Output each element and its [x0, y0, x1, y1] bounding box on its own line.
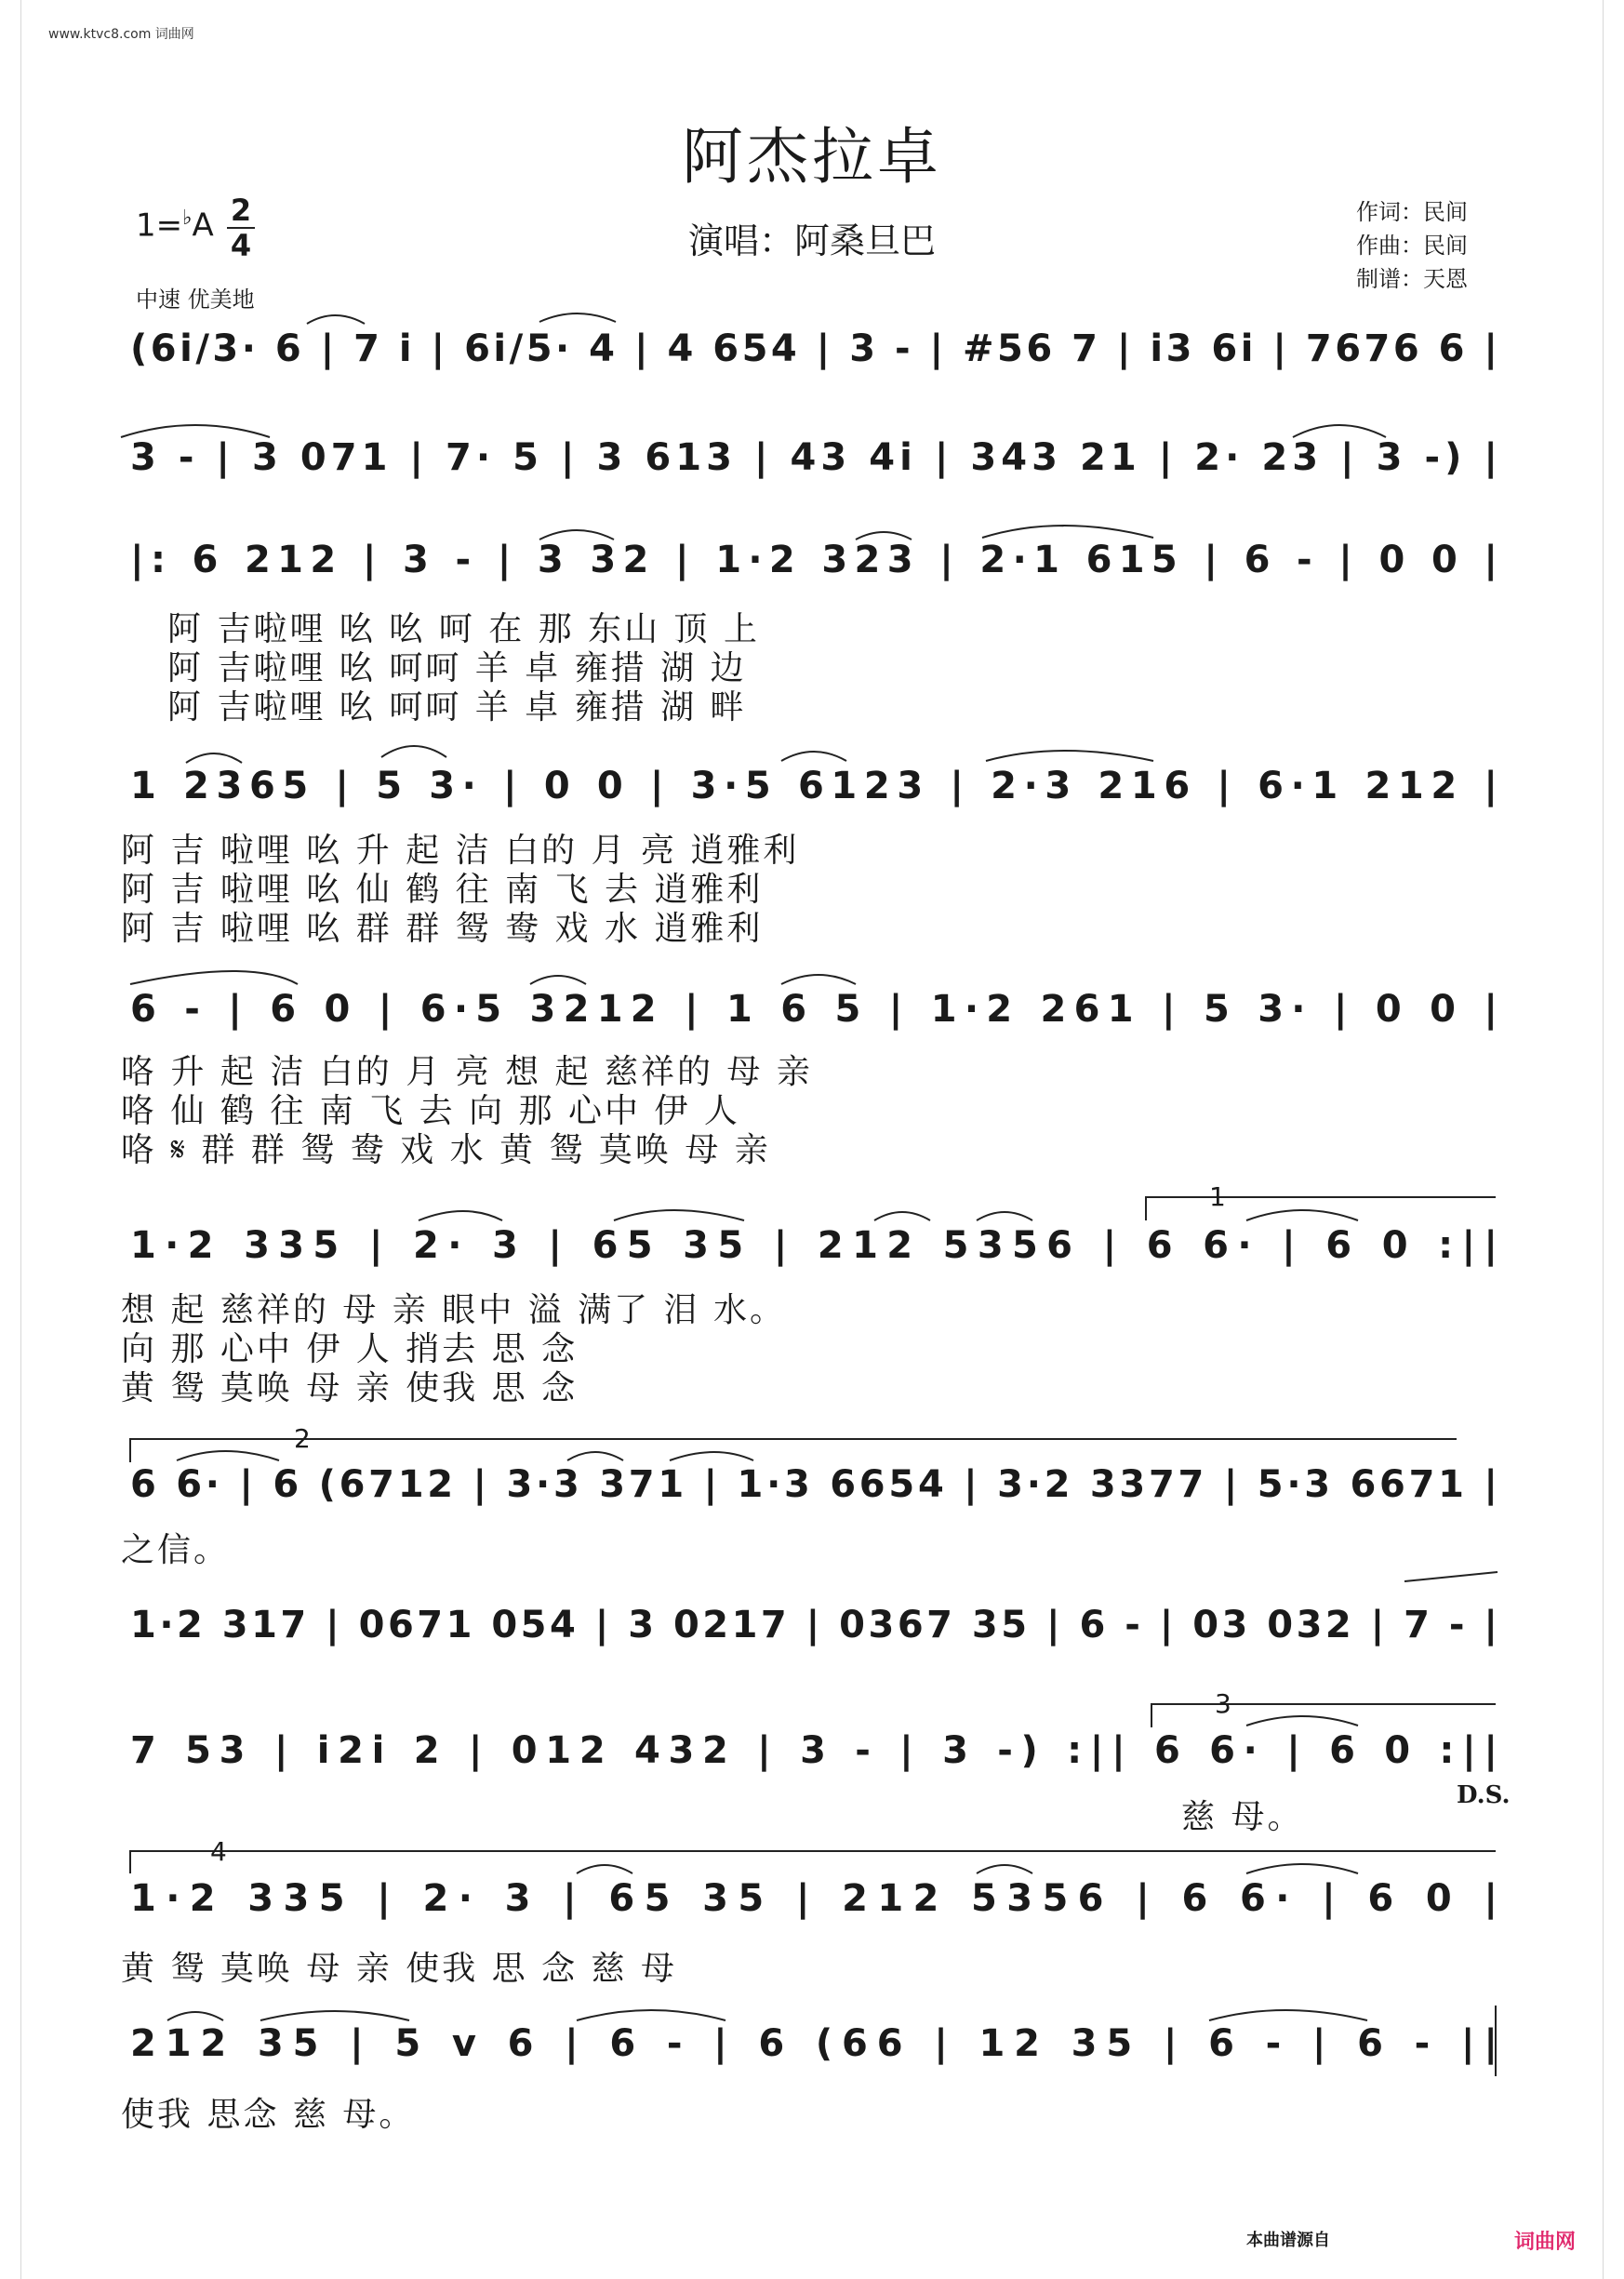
time-top: 2	[230, 193, 252, 228]
footer-logo[interactable]: 词曲网	[1513, 2231, 1576, 2254]
lyric-s6-c: 黄 鸳 莫唤 母 亲 使我 思 念	[121, 1369, 579, 1407]
staff-line-6: 1·2 335 | 2· 3 | 65 35 | 212 5356 | 6 6· | 6 0 :||	[130, 1224, 1498, 1267]
lyric-s3-b: 阿 吉啦哩 吆 呵呵 羊 卓 雍措 湖 边	[167, 649, 747, 687]
lyric-s3-c: 阿 吉啦哩 吆 呵呵 羊 卓 雍措 湖 畔	[167, 688, 747, 726]
volta-1: 1	[1209, 1181, 1226, 1212]
lyric-s9: 慈 母。	[1181, 1798, 1304, 1836]
staff-line-10: 1·2 335 | 2· 3 | 65 35 | 212 5356 | 6 6· | 6 0 |	[130, 1877, 1498, 1920]
volta-3: 3	[1215, 1688, 1231, 1719]
staff-line-3: |: 6 212 | 3 - | 3 32 | 1·2 323 | 2·1 615 | 6 - | 0 0 |	[130, 539, 1498, 581]
lyric-s4-c: 阿 吉 啦哩 吆 群 群 鸳 鸯 戏 水 逍雅利	[121, 910, 764, 948]
lyric-s4-b: 阿 吉 啦哩 吆 仙 鹤 往 南 飞 去 逍雅利	[121, 871, 764, 909]
staff-line-9: 7 53 | i2i 2 | 012 432 | 3 - | 3 -) :|| 6 6· | 6 0 :||	[130, 1729, 1498, 1772]
lyric-s6-b: 向 那 心中 伊 人 捎去 思 念	[121, 1330, 579, 1368]
lyricist-credit: 作词：民间	[1356, 199, 1468, 225]
lyric-s5-c: 咯 𝄋 群 群 鸳 鸯 戏 水 黄 鸳 莫唤 母 亲	[121, 1131, 771, 1169]
flat-sign: ♭	[182, 207, 193, 230]
song-title: 阿杰拉卓	[682, 121, 942, 193]
ds-mark: D.S.	[1457, 1781, 1511, 1809]
singer-line: 演唱：阿桑旦巴	[687, 220, 936, 261]
staff-line-2: 3 - | 3 071 | 7· 5 | 3 613 | 43 4i | 343 21 | 2· 23 | 3 -) |	[130, 436, 1498, 479]
volta-4: 4	[210, 1836, 227, 1867]
lyric-s6-a: 想 起 慈祥的 母 亲 眼中 溢 满了 泪 水。	[121, 1291, 786, 1329]
staff-line-5: 6 - | 6 0 | 6·5 3212 | 1 6 5 | 1·2 261 | 5 3· | 0 0 |	[130, 988, 1498, 1031]
lyric-s4-a: 阿 吉 啦哩 吆 升 起 洁 白的 月 亮 逍雅利	[121, 832, 800, 870]
staff-line-8: 1·2 317 | 0671 054 | 3 0217 | 0367 35 | 6 - | 03 032 | 7 - |	[130, 1604, 1498, 1646]
staff-line-1: (6i/3· 6 | 7 i | 6i/5· 4 | 4 654 | 3 - | #56 7 | i3 6i | 7676 6 |	[130, 327, 1498, 370]
lyric-s5-b: 咯 仙 鹤 往 南 飞 去 向 那 心中 伊 人	[121, 1092, 740, 1130]
staff-line-11: 212 35 | 5 v 6 | 6 - | 6 (66 | 12 35 | 6 - | 6 - ||	[130, 2022, 1498, 2065]
key-note: A	[192, 207, 214, 245]
site-url[interactable]: www.ktvc8.com 词曲网	[48, 27, 194, 42]
tempo-marking: 中速 优美地	[136, 287, 255, 313]
lyric-s11: 使我 思念 慈 母。	[121, 2096, 416, 2134]
transcriber-credit: 制谱：天恩	[1356, 266, 1468, 292]
composer-credit: 作曲：民间	[1356, 233, 1468, 259]
lyric-s10: 黄 鸳 莫唤 母 亲 使我 思 念 慈 母	[121, 1950, 677, 1988]
lyric-s7: 之信。	[121, 1531, 231, 1569]
staff-line-4: 1 2365 | 5 3· | 0 0 | 3·5 6123 | 2·3 216 | 6·1 212 |	[130, 765, 1498, 807]
time-bottom: 4	[230, 228, 252, 263]
lyric-s3-a: 阿 吉啦哩 吆 吆 呵 在 那 东山 顶 上	[167, 610, 760, 648]
lyric-s5-a: 咯 升 起 洁 白的 月 亮 想 起 慈祥的 母 亲	[121, 1053, 813, 1091]
staff-line-7: 6 6· | 6 (6712 | 3·3 371 | 1·3 6654 | 3·2 3377 | 5·3 6671 |	[130, 1463, 1498, 1506]
footer-source-text: 本曲谱源自	[1246, 2231, 1330, 2250]
volta-2: 2	[294, 1423, 311, 1454]
key-prefix: 1=	[136, 207, 183, 245]
